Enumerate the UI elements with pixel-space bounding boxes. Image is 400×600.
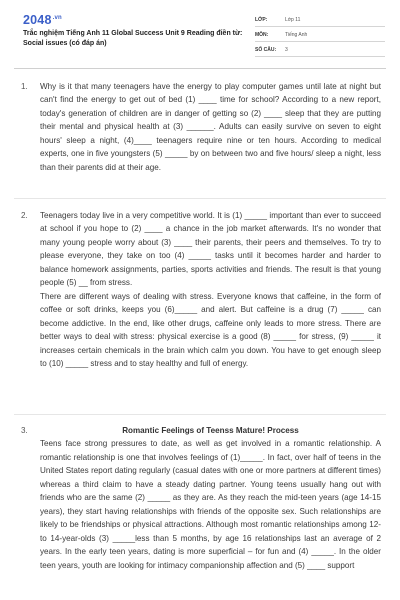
question-passage: Why is it that many teenagers have the energy to play computer games until late at night but can't find the energy to get out of bed (1) ____ time for school? According to a new report, today's generation of children are in danger of getting so (2) ____ sleep that they are putting their mental and physical health at (3) ______. Adults can easily survive on seven to eight hours' sleep a night, (4)____ teenagers require nine or ten hours. According to medical experts, one in five youngsters (5) _____ by on between two and five hours/ sleep a night, less than their parents did at their age. [40,82,381,172]
header-divider [14,68,386,69]
passage-title: Romantic Feelings of Teenss Mature! Process [122,426,299,435]
question-divider [14,198,386,199]
meta-subject-label: MÔN: [255,32,269,38]
site-logo[interactable] [23,13,62,27]
question-number: 3. [21,426,28,435]
question-2 [21,209,381,370]
document-header [0,0,400,57]
meta-count-value: 3 [285,47,288,53]
question-number: 2. [21,211,28,220]
question-passage: There are different ways of dealing with stress. Everyone knows that caffeine, in the form of coffee or soft drinks, keeps you (6)_____ and alert. But caffeine is a drug (7) _____ can become addictive. In the end, like other drugs, caffeine only leads to more stress. There are better ways to deal with stress: physical exercise is a good (8) _____ for stress, (9) _____ it increases certain chemicals in the brain which calm you down. You have to get enough sleep to (10) _____ stress and to stay healthy and full of energy. [40,291,381,368]
meta-class-label: LỚP: [255,17,268,23]
question-passage: Teens face strong pressures to date, as well as get involved in a romantic relationship. A romantic relationship is one that involves feelings of (1)_____. In fact, over half of teens in the United States report dating regularly (casual dates with one or more partners at different times) whereas a third claim to have a steady dating partner. Young teens usually hang out with friends who are the same (2) _____ as they are. As they reach the mid-teen years (age 14-15 years), they start having relationships with friends of the opposite sex. Such relationships are likely to be friendships or physical attractions. Although most romantic relationships among 12- to 14-year-olds (3) _____less than 5 months, by age 16 relationships last an average of 2 years. In the early teen years, dating is more superficial – for fun and (4) _____. In the older teen years, youth are looking for intimacy companionship affection and (5) ____ support [40,439,381,570]
logo-suffix: .vn [52,14,62,21]
question-number: 1. [21,82,28,91]
question-passage: Teenagers today live in a very competitive world. It is (1) _____ important than ever to succeed at school if you hope to (2) ____ a chance in the job market afterwards. It's no wonder that many young people worry about (3) ____ their parents, their peers and themselves. To try to please everyone, they take on too (4) _____ tasks until it becomes harder and harder to balance homework assignments, parties, sports activities and friends. The result is that young people (5) __ from stress. [40,211,381,288]
meta-count-label: SỐ CÂU: [255,47,277,53]
meta-class-row [255,14,385,27]
meta-subject-value: Tiếng Anh [285,32,308,38]
meta-subject-row [255,29,385,42]
document-title: Trắc nghiệm Tiếng Anh 11 Global Success Unit 9 Reading điền từ: Social issues (có đáp án) [23,30,243,47]
meta-count-row [255,44,385,57]
meta-class-value: Lớp 11 [285,17,301,23]
question-3 [21,424,381,572]
question-1 [21,80,381,174]
logo-text: 2048 [23,13,52,27]
question-divider [14,414,386,415]
